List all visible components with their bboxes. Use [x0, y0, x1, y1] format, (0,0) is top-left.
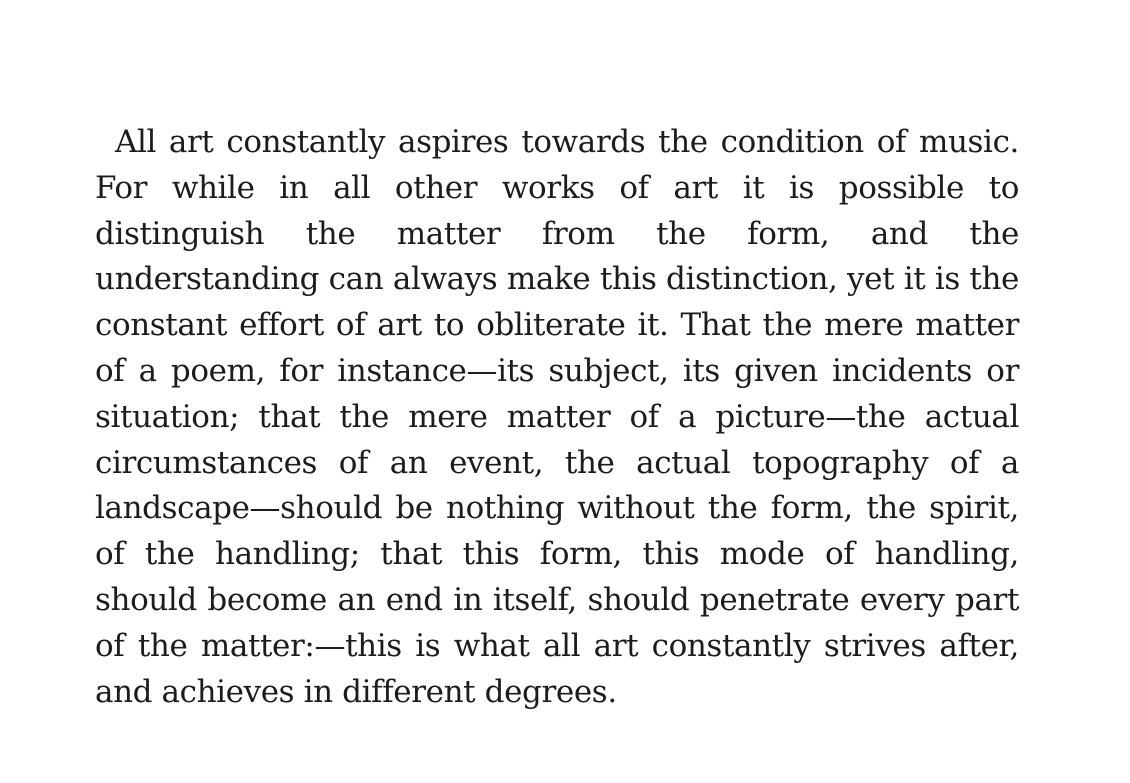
body-paragraph: All art constantly aspires towards the condition of music. For while in all other works of art it is possible to distinguish the matter from the form, and the understanding can always make this distinction, yet it is the constant effort of art to obliterate it. That the mere matter of a poem, for instance—its subject, its given incidents or situation; that the mere matter of a picture—the actual circumstances of an event, the actual topography of a landscape—should be nothing without the form, the spirit, of the handling; that this form, this mode of handling, should become an end in itself, should penetrate every part of the matter:—this is what all art constantly strives after, and achieves in different degrees.: [95, 124, 1019, 710]
